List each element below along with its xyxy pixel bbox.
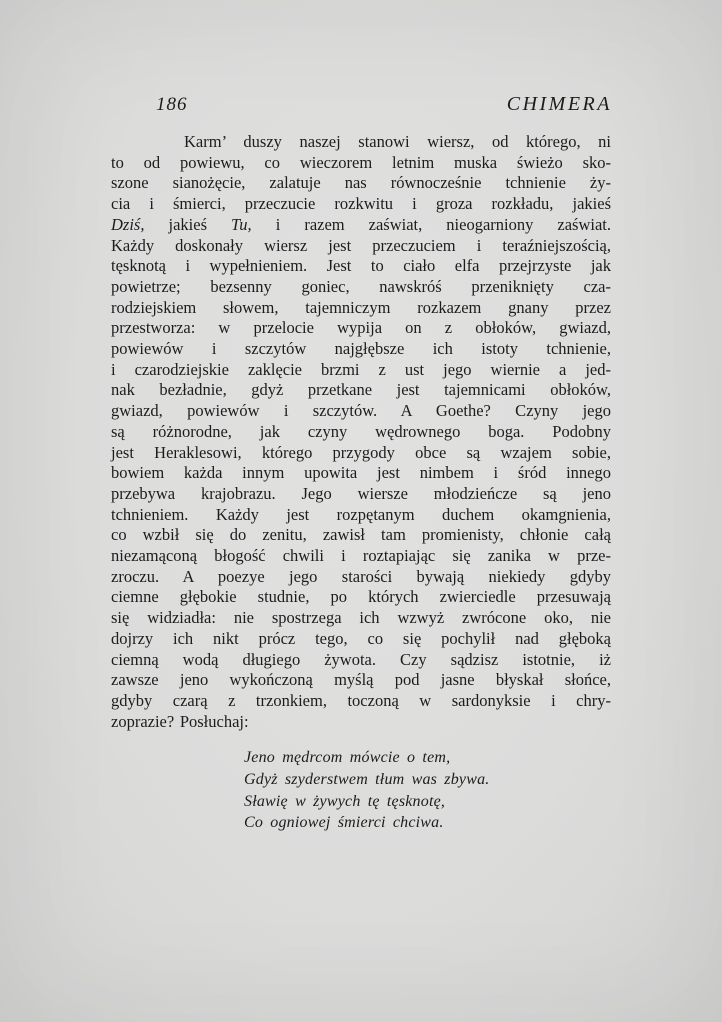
- text-line: jest Heraklesowi, którego przygody obce są wzajem sobie,: [111, 442, 611, 462]
- text-line: Jeno mędrcom mówcie o tem,: [244, 749, 451, 766]
- text-line: tęsknotą i wypełnieniem. Jest to ciało elfa przejrzyste jak: [111, 256, 611, 276]
- text-line: zoprazie? Posłuchaj:: [111, 711, 249, 731]
- text-line: dojrzy ich nikt prócz tego, co się pochylił nad głęboką: [111, 628, 611, 648]
- text-line: tchnieniem. Każdy jest rozpętanym duchem okamgnienia,: [111, 504, 611, 524]
- text-line: Karm’ duszy naszej stanowi wiersz, od którego, ni: [184, 132, 611, 151]
- text-line: to od powiewu, co wieczorem letnim muska świeżo sko-: [111, 152, 611, 172]
- text-line: niezamąconą błogość chwili i roztapiając się zanika w prze-: [111, 546, 611, 566]
- text-line: powiewów i szczytów najgłębsze ich istoty tchnienie,: [111, 339, 611, 359]
- page-header: [112, 93, 612, 116]
- text-line: zawsze jeno wykończoną myślą pod jasne błyskał słońce,: [111, 670, 611, 690]
- text-line: powietrze; bezsenny goniec, nawskróś przeniknięty cza-: [111, 276, 611, 296]
- text-line: zroczu. A poezye jego starości bywają niekiedy gdyby: [111, 566, 611, 586]
- text-line: Co ogniowej śmierci chciwa.: [244, 814, 444, 832]
- text-line: ciemną wodą długiego żywota. Czy sądzisz istotnie, iż: [111, 649, 611, 669]
- text-line: się widziadła: nie spostrzega ich wzwyż zwrócone oko, nie: [111, 608, 611, 628]
- text-line: przebywa krajobrazu. Jego wiersze młodzieńcze są jeno: [111, 483, 611, 503]
- text-line: rodziejskiem słowem, tajemniczym rozkazem gnany przez: [111, 297, 611, 317]
- text-line: ciemne głębokie studnie, po których zwierciedle przesuwają: [111, 587, 611, 607]
- text-line: cia i śmierci, przeczucie rozkwitu i groza rozkładu, jakieś: [111, 194, 611, 214]
- text-line: nak bezładnie, gdyż przetkane jest tajemnicami obłoków,: [111, 380, 611, 400]
- text-line: i czarodziejskie zaklęcie brzmi z ust jego wiernie a jed-: [111, 359, 611, 379]
- page-number: 186: [156, 94, 188, 115]
- text-line: przestworza: w przelocie wypija on z obłoków, gwiazd,: [111, 318, 611, 338]
- text-line: Każdy doskonały wiersz jest przeczuciem i teraźniejszością,: [111, 235, 611, 255]
- text-line: są różnorodne, jak czyny wędrownego boga. Podobny: [111, 421, 611, 441]
- text-line: szone sianożęcie, zalatuje nas równocześnie tchnienie ży-: [111, 173, 611, 193]
- text-line: bowiem każda innym upowita jest nimbem i śród innego: [111, 463, 611, 483]
- text-line: Sławię w żywych tę tęsknotę,: [244, 792, 446, 810]
- text-line: gwiazd, powiewów i szczytów. A Goethe? Czyny jego: [111, 401, 611, 421]
- verse-block: [244, 747, 490, 834]
- journal-title: CHIMERA: [506, 93, 612, 115]
- text-line: Gdyż szyderstwem tłum was zbywa.: [244, 770, 490, 788]
- text-line: gdyby czarą z trzonkiem, toczoną w sardonyksie i chry-: [111, 690, 611, 710]
- body-text: [111, 132, 611, 732]
- text-line: Dziś, jakieś Tu, i razem zaświat, nieogarniony zaświat.: [111, 214, 611, 234]
- text-line: co wzbił się do zenitu, zawisł tam promienisty, chłonie całą: [111, 525, 611, 545]
